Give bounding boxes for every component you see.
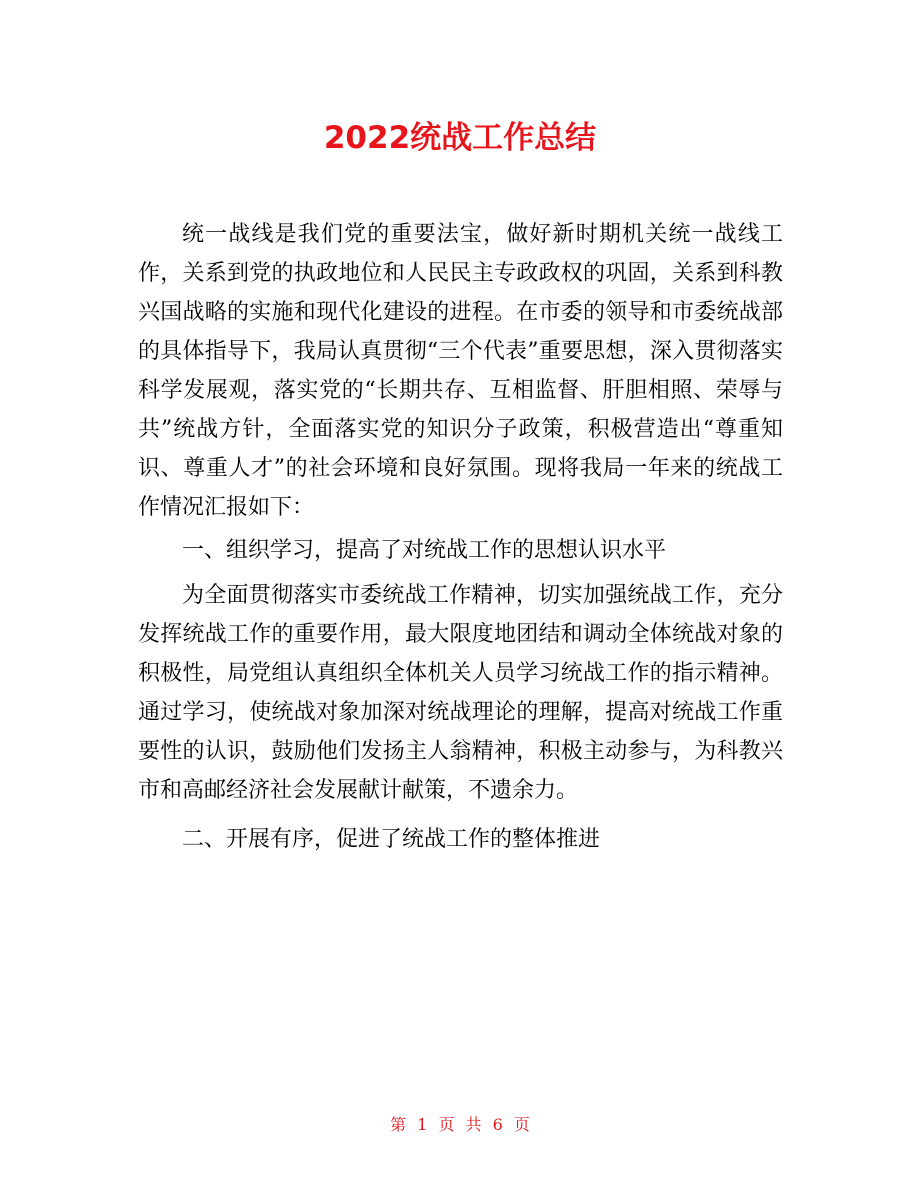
paragraph-section-1: 为全面贯彻落实市委统战工作精神，切实加强统战工作，充分发挥统战工作的重要作用，最大限度地团结和调动全体统战对象的积极性，局党组认真组织全体机关人员学习统战工作的指示精神。通过学习，使统战对象加深对统战理论的理解，提高对统战工作重要性的认识，鼓励他们发扬主人翁精神，积极主动参与，为科教兴市和高邮经济社会发展献计献策，不遗余力。 [138,583,783,803]
paragraph-intro: 统一战线是我们党的重要法宝，做好新时期机关统一战线工作，关系到党的执政地位和人民民主专政政权的巩固，关系到科教兴国战略的实施和现代化建设的进程。在市委的领导和市委统战部的具体指导下，我局认真贯彻“三个代表”重要思想，深入贯彻落实科学发展观，落实党的“长期共存、互相监督、肝胆相照、荣辱与共”统战方针，全面落实党的知识分子政策，积极营造出“尊重知识、尊重人才”的社会环境和良好氛围。现将我局一年来的统战工作情况汇报如下： [138,222,783,520]
document-title: 2022统战工作总结 [323,120,597,156]
document-body [138,215,783,859]
section-heading-2: 二、开展有序，促进了统战工作的整体推进 [182,827,601,852]
section-heading-1: 一、组织学习，提高了对统战工作的思想认识水平 [182,538,667,563]
page-number-footer: 第 1 页 共 6 页 [390,1115,530,1134]
